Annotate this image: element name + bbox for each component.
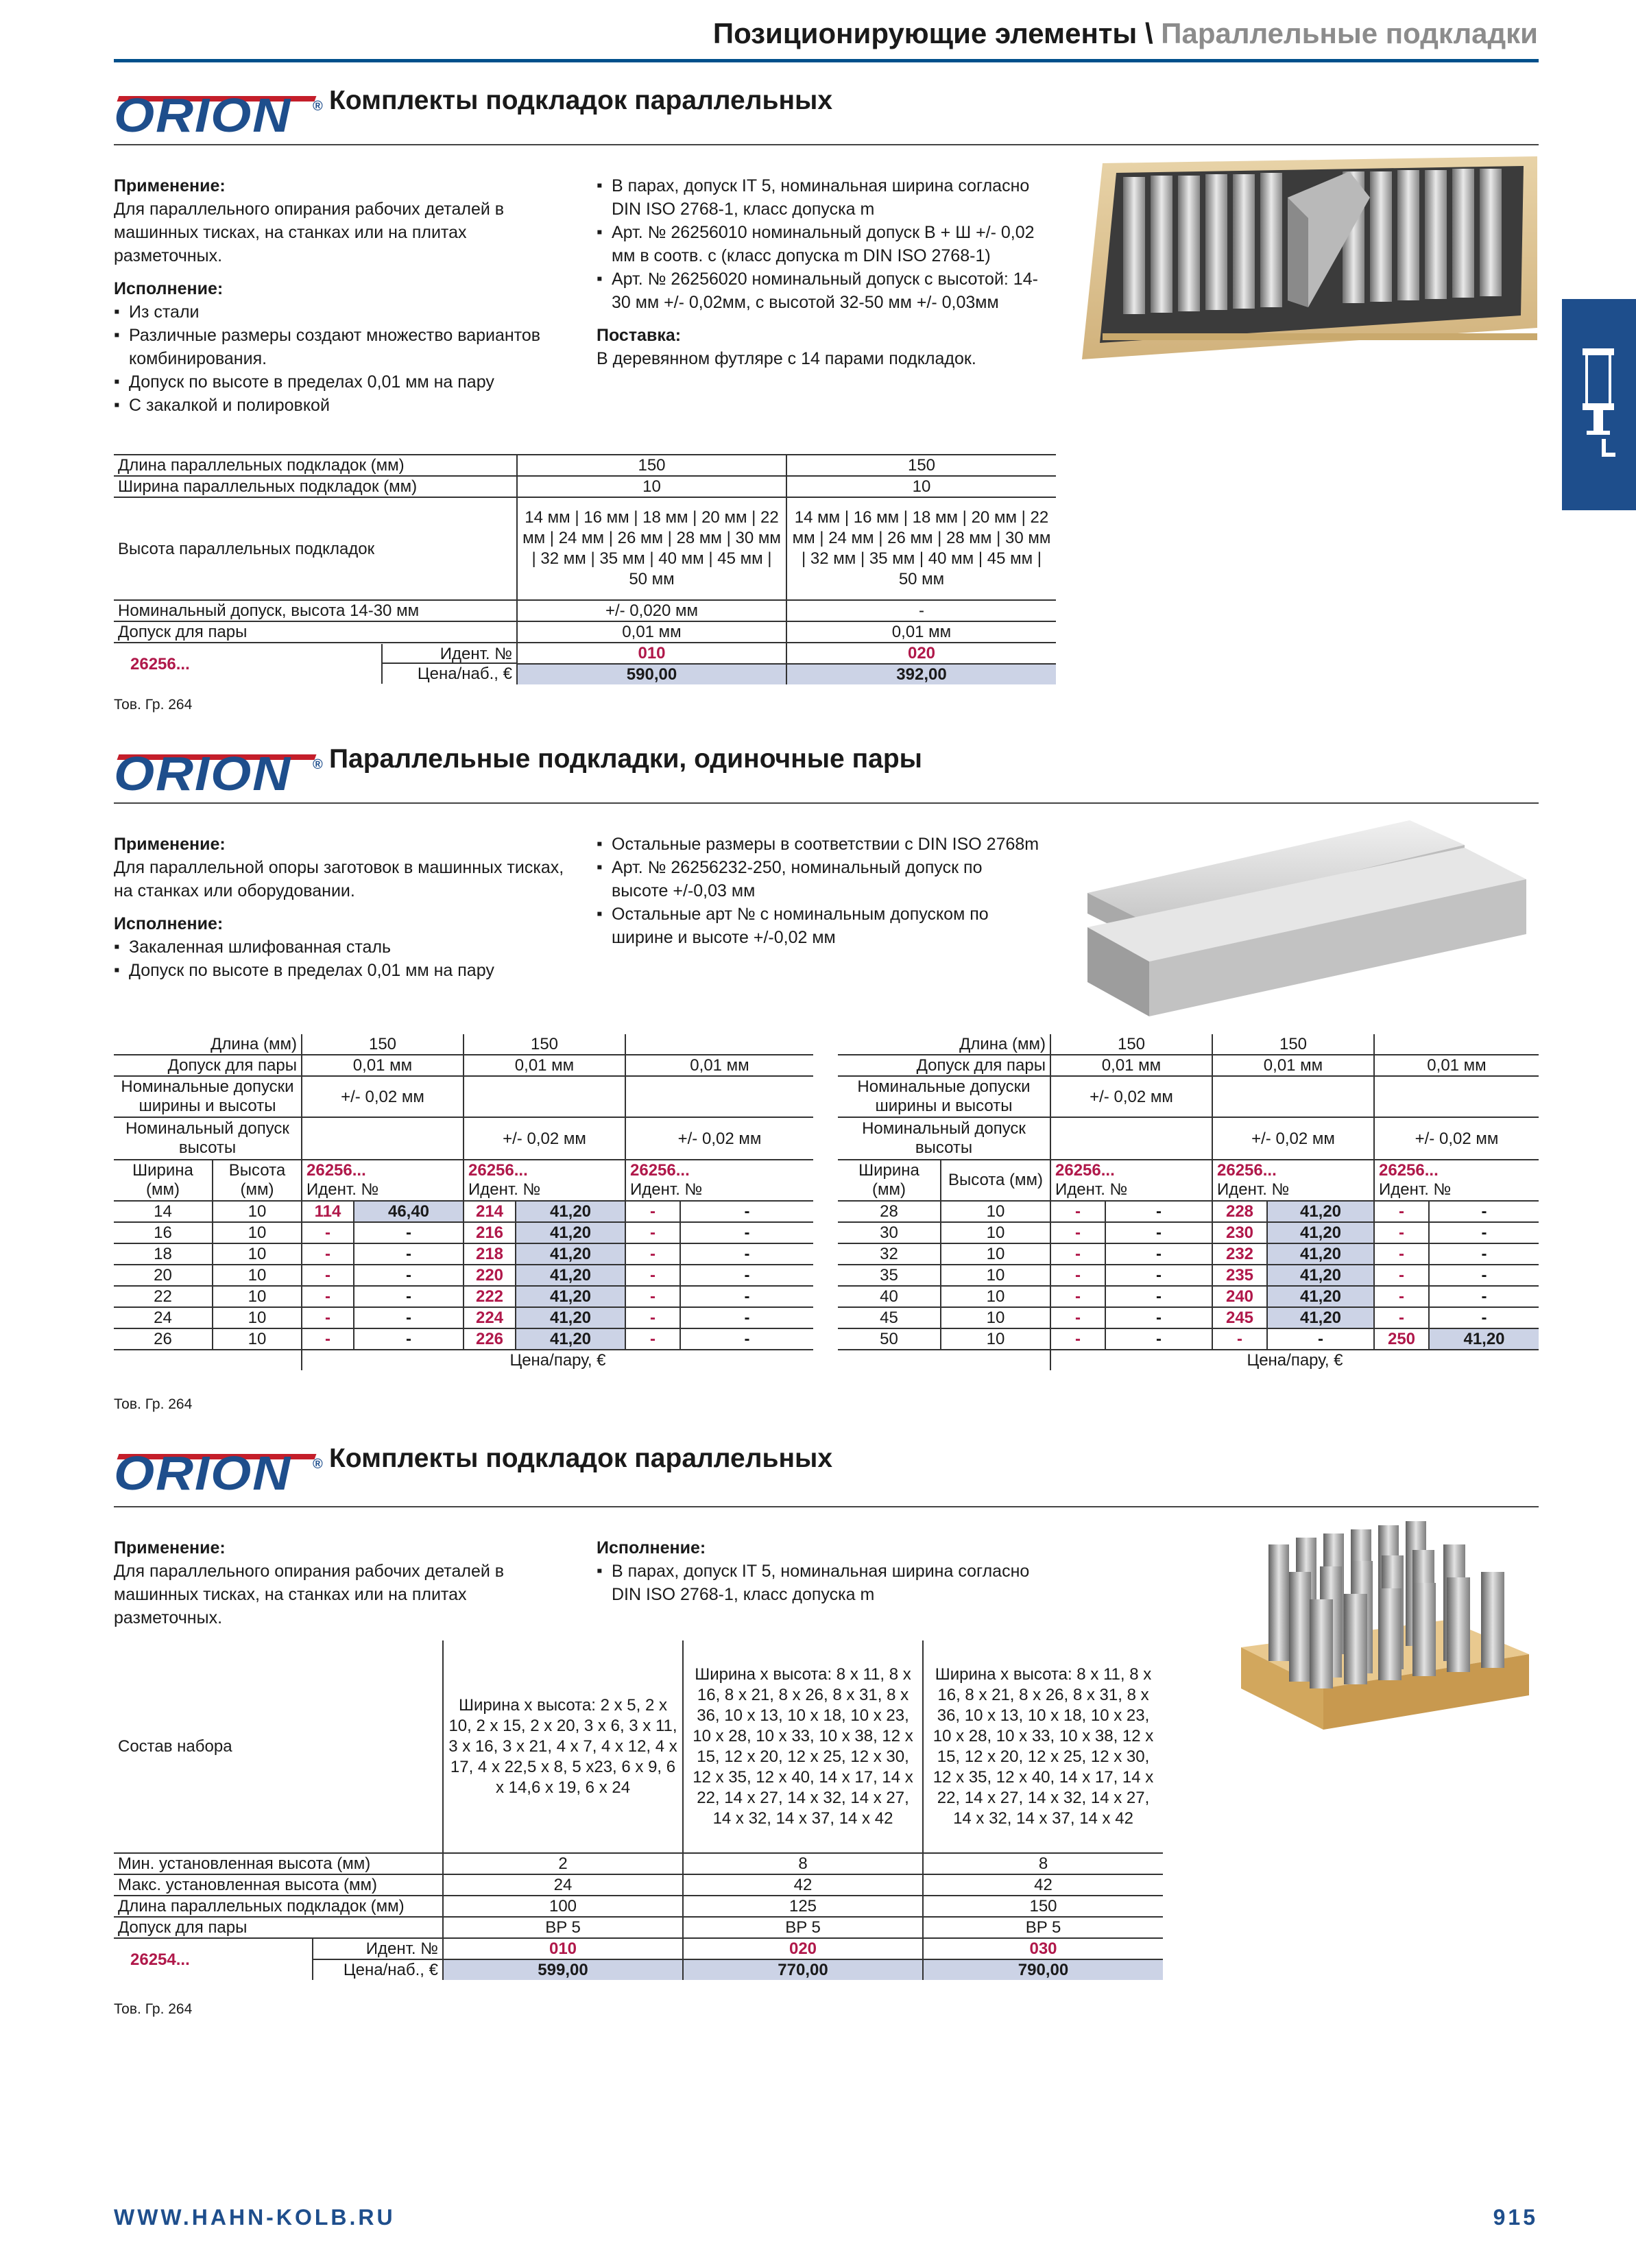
id-cell: 235 [1212, 1265, 1267, 1286]
price-cell: 392,00 [786, 664, 1056, 684]
price-cell: - [1429, 1201, 1539, 1222]
cell-width: 18 [114, 1243, 213, 1265]
header-height: Высота (мм) [941, 1160, 1050, 1201]
table-row [838, 1328, 1539, 1350]
cell-pair-tolerance: 0,01 мм [786, 621, 1056, 643]
product-image-parallel-pair [1081, 817, 1533, 1023]
application-heading: Применение: [114, 1538, 226, 1557]
header-length: Длина (мм) [114, 1034, 302, 1055]
table-row [114, 1265, 813, 1286]
table-row [838, 1243, 1539, 1265]
id-cell: 224 [464, 1307, 516, 1328]
cell-height: 10 [213, 1286, 302, 1307]
cell-width: 20 [114, 1265, 213, 1286]
spec-list [597, 833, 1042, 949]
list-item: ▪ Арт. № 26256010 номинальный допуск В + Ш +/- 0,02 мм в соотв. с (класс допуска m DIN ISO 2768-1) [597, 221, 1042, 267]
product-group: Тов. Гр. 264 [114, 697, 193, 713]
price-cell: - [354, 1286, 464, 1307]
execution-heading: Исполнение: [114, 914, 224, 933]
cell-height: 10 [941, 1201, 1050, 1222]
row-label-length: Длина параллельных подкладок (мм) [114, 455, 517, 476]
table-row [838, 1265, 1539, 1286]
execution-list [114, 935, 566, 982]
id-cell: - [1374, 1243, 1429, 1265]
id-cell: - [1374, 1307, 1429, 1328]
cell-height: 10 [941, 1307, 1050, 1328]
product-group: Тов. Гр. 264 [114, 2001, 193, 2017]
section-rule [114, 144, 1539, 145]
cell-width: 10 [786, 476, 1056, 497]
cell-composition: Ширина x высота: 8 x 11, 8 x 16, 8 x 21, 8 x 26, 8 x 31, 8 x 36, 10 x 13, 10 x 18, 10 x 23, 10 x 28, 10 x 33, 10 x 38, 12 x 15, 12 x 20, 12 x 25, 12 x 30, 12 x 35, 12 x 40, 14 x 17, 14 x 22, 14 x 27, 14 x 32, 14 x 27, 14 x 32, 14 x 37, 14 x 42 [683, 1640, 923, 1853]
header-nominal-h: Номинальный допуск высоты [114, 1117, 302, 1160]
spec-list [597, 174, 1042, 314]
price-cell: - [1105, 1243, 1212, 1265]
id-cell: - [625, 1328, 680, 1350]
cell-tolerance: - [786, 600, 1056, 621]
id-cell: - [625, 1286, 680, 1307]
id-cell: - [1050, 1243, 1105, 1265]
application-block [114, 833, 566, 982]
price-cell: 770,00 [683, 1959, 923, 1980]
header-pair-tolerance: Допуск для пары [114, 1055, 302, 1076]
cell-pair-tolerance: 0,01 мм [517, 621, 786, 643]
page-number: 915 [1493, 2205, 1538, 2230]
row-label-pair-tolerance: Допуск для пары [114, 1917, 443, 1938]
table-row [838, 1286, 1539, 1307]
id-cell: - [302, 1222, 354, 1243]
price-cell: - [680, 1201, 813, 1222]
section-title: Параллельные подкладки, одиночные пары [329, 744, 922, 774]
row-label-min-height: Мин. установленная высота (мм) [114, 1853, 443, 1874]
row-label-height: Высота параллельных подкладок [114, 497, 517, 600]
id-cell: - [625, 1265, 680, 1286]
price-label: Цена/наб., € [313, 1959, 443, 1980]
id-cell: - [302, 1328, 354, 1350]
cell-width: 16 [114, 1222, 213, 1243]
cell-tolerance: +/- 0,020 мм [517, 600, 786, 621]
list-item: ▪ Закаленная шлифованная сталь [114, 935, 566, 959]
orion-logo: ORION ® [114, 88, 323, 143]
price-cell: - [1429, 1265, 1539, 1286]
id-cell: - [625, 1243, 680, 1265]
section-tab[interactable] [1562, 299, 1636, 510]
id-cell: - [625, 1222, 680, 1243]
header-nominal-h: Номинальный допуск высоты [838, 1117, 1050, 1160]
section-rule [114, 802, 1539, 804]
price-cell: 41,20 [516, 1243, 625, 1265]
price-cell: - [1429, 1307, 1539, 1328]
product-image-block-stand [1241, 1517, 1529, 1736]
application-heading: Применение: [114, 176, 226, 195]
set-table-3: Состав набора Ширина x высота: 2 x 5, 2 x 10, 2 x 15, 2 x 20, 3 x 6, 3 x 11, 3 x 16, 3 x 21, 4 x 7, 4 x 12, 4 x 17, 4 x 22,5 x 8, 5 x23, 6 x 9, 6 x 14,6 x 19, 6 x 24 Ширина x высота: 8 x 11, 8 x 16, 8 x 21, 8 x 26, 8 x 31, 8 x 36, 10 x 13, 10 x 18, 10 x 23, 10 x 28, 10 x 33, 10 x 38, 12 x 15, 12 x 20, 12 x 25, 12 x 30, 12 x 35, 12 x 40, 14 x 17, 14 x 22, 14 x 27, 14 x 32, 14 x 27, 14 x 32, 14 x 37, 14 x 42 Ширина x высота: 8 x 11, 8 x 16, 8 x 21, 8 x 26, 8 x 31, 8 x 36, 10 x 13, 10 x 18, 10 x 23, 10 x 28, 10 x 33, 10 x 38, 12 x 15, 12 x 20, 12 x 25, 12 x 30, 12 x 35, 12 x 40, 14 x 17, 14 x 22, 14 x 27, 14 x 32, 14 x 27, 14 x 32, 14 x 37, 14 x 42 Мин. установленная высота (мм) 2 8 8 Макс. установленная высота (мм) 24 42 42 Длина параллельных подкладок (мм) 100 125 150 Допуск для пары BP 5 BP 5 BP 5 26254... Идент. № 010 020 030 Цена/наб., € 599,00 770,00 790,00 [114, 1640, 1163, 1980]
cell-width: 45 [838, 1307, 941, 1328]
price-cell: - [1429, 1222, 1539, 1243]
price-cell: - [354, 1307, 464, 1328]
cell-height: 10 [941, 1243, 1050, 1265]
application-block [114, 174, 553, 417]
id-label: Идент. № [313, 1938, 443, 1959]
table-row [114, 1201, 813, 1222]
id-cell: - [1050, 1328, 1105, 1350]
spec-block [597, 174, 1042, 370]
execution-block [597, 1536, 1042, 1606]
application-heading: Применение: [114, 835, 226, 854]
cell-height: 10 [941, 1286, 1050, 1307]
price-cell: 41,20 [516, 1222, 625, 1243]
row-label-tolerance: Номинальный допуск, высота 14-30 мм [114, 600, 517, 621]
price-cell: 41,20 [516, 1265, 625, 1286]
price-cell: - [1105, 1286, 1212, 1307]
cell-length: 150 [517, 455, 786, 476]
price-cell: 599,00 [443, 1959, 683, 1980]
id-cell: - [1050, 1222, 1105, 1243]
price-per-pair-label: Цена/пару, € [509, 1351, 606, 1370]
application-block [114, 1536, 553, 1630]
cell-width: 32 [838, 1243, 941, 1265]
price-label: Цена/наб., € [417, 665, 512, 683]
price-cell: 41,20 [1267, 1201, 1374, 1222]
row-label-length: Длина параллельных подкладок (мм) [114, 1896, 443, 1917]
price-cell: 590,00 [517, 664, 786, 684]
row-label-width: Ширина параллельных подкладок (мм) [114, 476, 517, 497]
supply-text: В деревянном футляре с 14 парами подкладок. [597, 349, 976, 368]
header-title-main: Позиционирующие элементы [712, 17, 1138, 49]
price-cell: 41,20 [1267, 1286, 1374, 1307]
price-cell: - [354, 1222, 464, 1243]
list-item: ▪ Допуск по высоте в пределах 0,01 мм на пару [114, 959, 566, 982]
execution-list [597, 1560, 1042, 1606]
id-cell: 222 [464, 1286, 516, 1307]
id-cell: - [302, 1243, 354, 1265]
price-cell: 790,00 [923, 1959, 1163, 1980]
price-cell: - [680, 1307, 813, 1328]
product-group: Тов. Гр. 264 [114, 1396, 193, 1412]
table-row [838, 1201, 1539, 1222]
price-cell: - [1267, 1328, 1374, 1350]
header-separator: \ [1144, 17, 1153, 49]
price-cell: - [1105, 1307, 1212, 1328]
price-cell: - [680, 1265, 813, 1286]
application-text: Для параллельного опирания рабочих деталей в машинных тисках, на станках или на плитах разметочных. [114, 200, 505, 265]
list-item: ▪ С закалкой и полировкой [114, 394, 553, 417]
cell-height: 10 [213, 1265, 302, 1286]
row-label-pair-tolerance: Допуск для пары [114, 621, 517, 643]
application-text: Для параллельной опоры заготовок в машинных тисках, на станках или оборудовании. [114, 858, 564, 900]
page-header [713, 15, 1538, 53]
header-width: Ширина (мм) [838, 1160, 941, 1201]
id-cell: 245 [1212, 1307, 1267, 1328]
header-nominal-wh: Номинальные допуски ширины и высоты [114, 1076, 302, 1117]
list-item: ▪ Из стали [114, 300, 553, 324]
price-cell: - [1429, 1243, 1539, 1265]
cell-width: 22 [114, 1286, 213, 1307]
id-cell: - [625, 1307, 680, 1328]
cell-width: 35 [838, 1265, 941, 1286]
price-cell: 41,20 [516, 1286, 625, 1307]
cell-height: 10 [941, 1222, 1050, 1243]
section-rule [114, 1506, 1539, 1507]
cell-height: 10 [213, 1307, 302, 1328]
execution-heading: Исполнение: [597, 1538, 706, 1557]
cell-width: 50 [838, 1328, 941, 1350]
cell-width: 40 [838, 1286, 941, 1307]
id-cell: 226 [464, 1328, 516, 1350]
id-cell: - [1050, 1201, 1105, 1222]
pairs-table-left: Длина (мм) 150 150 Допуск для пары 0,01 мм 0,01 мм 0,01 мм Номинальные допуски ширины и высоты +/- 0,02 мм Номинальный допуск высоты +/- 0,02 мм +/- 0,02 мм Ширина (мм) Высота (мм) 26256... Идент. № 26256... Идент. № 26256... Идент. № 14 10 114 46,40 214 41,20 - - 16 10 - - 216 41,20 - - 18 10 - - 218 41,20 - - 20 10 - - 220 41,20 - - 22 10 - - 222 41,20 - - 24 10 - - 224 41,20 - - 26 10 - - 226 41,20 - - Цена/пару, € [114, 1034, 813, 1370]
article-number: 26256... [130, 654, 190, 673]
cell-height: 10 [941, 1328, 1050, 1350]
cell-height: 10 [213, 1243, 302, 1265]
pairs-table-right: Длина (мм) 150 150 Допуск для пары 0,01 мм 0,01 мм 0,01 мм Номинальные допуски ширины и высоты +/- 0,02 мм Номинальный допуск высоты +/- 0,02 мм +/- 0,02 мм Ширина (мм) Высота (мм) 26256... Идент. № 26256... Идент. № 26256... Идент. № 28 10 - - 228 41,20 - - 30 10 - - 230 41,20 - - 32 10 - - 232 41,20 - - 35 10 - - 235 41,20 - - 40 10 - - 240 41,20 - - 45 10 - - 245 41,20 - - 50 10 - - - - 250 41,20 Цена/пару, € [838, 1034, 1539, 1370]
list-item: ▪ Остальные размеры в соответствии с DIN ISO 2768m [597, 833, 1042, 856]
cell-width: 26 [114, 1328, 213, 1350]
id-cell: 010 [443, 1938, 683, 1959]
price-cell: - [1105, 1265, 1212, 1286]
header-width: Ширина (мм) [114, 1160, 213, 1201]
id-cell: - [302, 1265, 354, 1286]
id-cell: 020 [786, 643, 1056, 664]
id-cell: 214 [464, 1201, 516, 1222]
execution-list [114, 300, 553, 417]
website-link[interactable]: WWW.HAHN-KOLB.RU [114, 2205, 396, 2230]
list-item: ▪ В парах, допуск IT 5, номинальная ширина согласно DIN ISO 2768-1, класс допуска m [597, 174, 1042, 221]
cell-heights: 14 мм | 16 мм | 18 мм | 20 мм | 22 мм | 24 мм | 26 мм | 28 мм | 30 мм | 32 мм | 35 мм | 40 мм | 45 мм | 50 мм [517, 497, 786, 600]
id-cell: - [1374, 1286, 1429, 1307]
header-title-section: Параллельные подкладки [1161, 17, 1538, 49]
id-cell: - [302, 1307, 354, 1328]
orion-logo: ORION ® [114, 747, 323, 801]
cell-composition: Ширина x высота: 8 x 11, 8 x 16, 8 x 21, 8 x 26, 8 x 31, 8 x 36, 10 x 13, 10 x 18, 10 x 23, 10 x 28, 10 x 33, 10 x 38, 12 x 15, 12 x 20, 12 x 25, 12 x 30, 12 x 35, 12 x 40, 14 x 17, 14 x 22, 14 x 27, 14 x 32, 14 x 27, 14 x 32, 14 x 37, 14 x 42 [923, 1640, 1163, 1853]
list-item: ▪ Остальные арт № с номинальным допуском по ширине и высоте +/-0,02 мм [597, 903, 1042, 949]
table-row [114, 1328, 813, 1350]
header-length: Длина (мм) [838, 1034, 1050, 1055]
header-height: Высота (мм) [213, 1160, 302, 1201]
supply-heading: Поставка: [597, 326, 682, 345]
cell-width: 28 [838, 1201, 941, 1222]
cell-width: 24 [114, 1307, 213, 1328]
id-cell: - [1374, 1222, 1429, 1243]
price-cell: - [680, 1222, 813, 1243]
cell-composition: Ширина x высота: 2 x 5, 2 x 10, 2 x 15, 2 x 20, 3 x 6, 3 x 11, 3 x 16, 3 x 21, 4 x 7, 4 x 12, 4 x 17, 4 x 22,5 x 8, 5 x23, 6 x 9, 6 x 14,6 x 19, 6 x 24 [443, 1640, 683, 1853]
cell-width: 10 [517, 476, 786, 497]
price-cell: 41,20 [1267, 1265, 1374, 1286]
price-cell: - [680, 1243, 813, 1265]
id-cell: - [1374, 1265, 1429, 1286]
section-title: Комплекты подкладок параллельных [329, 1444, 833, 1473]
article-number: 26254... [114, 1938, 313, 1980]
article-cell [114, 643, 517, 684]
cell-width: 30 [838, 1222, 941, 1243]
id-cell: 218 [464, 1243, 516, 1265]
list-item: ▪ Различные размеры создают множество вариантов комбинирования. [114, 324, 553, 370]
cell-height: 10 [213, 1201, 302, 1222]
list-item: ▪ Арт. № 26256020 номинальный допуск с высотой: 14-30 мм +/- 0,02мм, с высотой 32-50 мм +/- 0,03мм [597, 267, 1042, 314]
price-cell: - [680, 1328, 813, 1350]
price-cell: 41,20 [1267, 1222, 1374, 1243]
id-cell: 030 [923, 1938, 1163, 1959]
table-row [114, 1286, 813, 1307]
id-cell: - [1212, 1328, 1267, 1350]
price-cell: 41,20 [1429, 1328, 1539, 1350]
cell-height: 10 [213, 1222, 302, 1243]
price-cell: 41,20 [516, 1201, 625, 1222]
id-cell: 240 [1212, 1286, 1267, 1307]
vise-icon [1562, 299, 1636, 510]
id-cell: 250 [1374, 1328, 1429, 1350]
price-cell: - [1105, 1222, 1212, 1243]
price-cell: 41,20 [1267, 1307, 1374, 1328]
set-table-1 [114, 454, 1056, 684]
id-cell: 230 [1212, 1222, 1267, 1243]
price-cell: - [354, 1328, 464, 1350]
cell-width: 14 [114, 1201, 213, 1222]
price-cell: 46,40 [354, 1201, 464, 1222]
section-title: Комплекты подкладок параллельных [329, 86, 833, 115]
id-cell: 114 [302, 1201, 354, 1222]
header-rule [114, 59, 1539, 62]
id-cell: 228 [1212, 1201, 1267, 1222]
price-cell: - [680, 1286, 813, 1307]
id-cell: 020 [683, 1938, 923, 1959]
product-image-set-box [1082, 156, 1537, 359]
header-pair-tolerance: Допуск для пары [838, 1055, 1050, 1076]
id-cell: - [1050, 1265, 1105, 1286]
application-text: Для параллельного опирания рабочих деталей в машинных тисках, на станках или на плитах разметочных. [114, 1562, 505, 1627]
orion-logo: ORION ® [114, 1446, 323, 1501]
id-label: Идент. № [383, 644, 516, 664]
list-item: ▪ Арт. № 26256232-250, номинальный допуск по высоте +/-0,03 мм [597, 856, 1042, 903]
id-cell: - [1374, 1201, 1429, 1222]
price-per-pair-label: Цена/пару, € [1247, 1351, 1343, 1370]
id-cell: - [302, 1286, 354, 1307]
price-cell: 41,20 [516, 1328, 625, 1350]
id-cell: 216 [464, 1222, 516, 1243]
spec-block [597, 833, 1042, 949]
price-cell: - [1105, 1201, 1212, 1222]
price-cell: 41,20 [516, 1307, 625, 1328]
row-label-composition: Состав набора [114, 1640, 443, 1853]
table-row [114, 1222, 813, 1243]
execution-heading: Исполнение: [114, 279, 224, 298]
row-label-max-height: Макс. установленная высота (мм) [114, 1874, 443, 1896]
id-cell: - [1050, 1286, 1105, 1307]
table-row [114, 1307, 813, 1328]
id-cell: 232 [1212, 1243, 1267, 1265]
cell-height: 10 [213, 1328, 302, 1350]
list-item: ▪ Допуск по высоте в пределах 0,01 мм на пару [114, 370, 553, 394]
price-cell: 41,20 [1267, 1243, 1374, 1265]
list-item: ▪ В парах, допуск IT 5, номинальная ширина согласно DIN ISO 2768-1, класс допуска m [597, 1560, 1042, 1606]
id-cell: 010 [517, 643, 786, 664]
price-cell: - [354, 1243, 464, 1265]
price-cell: - [1105, 1328, 1212, 1350]
price-cell: - [1429, 1286, 1539, 1307]
id-cell: - [1050, 1307, 1105, 1328]
id-cell: - [625, 1201, 680, 1222]
id-cell: 220 [464, 1265, 516, 1286]
table-row [114, 1243, 813, 1265]
price-cell: - [354, 1265, 464, 1286]
cell-height: 10 [941, 1265, 1050, 1286]
cell-length: 150 [786, 455, 1056, 476]
table-row [838, 1307, 1539, 1328]
table-row [838, 1222, 1539, 1243]
cell-heights: 14 мм | 16 мм | 18 мм | 20 мм | 22 мм | 24 мм | 26 мм | 28 мм | 30 мм | 32 мм | 35 мм | 40 мм | 45 мм | 50 мм [786, 497, 1056, 600]
header-nominal-wh: Номинальные допуски ширины и высоты [838, 1076, 1050, 1117]
